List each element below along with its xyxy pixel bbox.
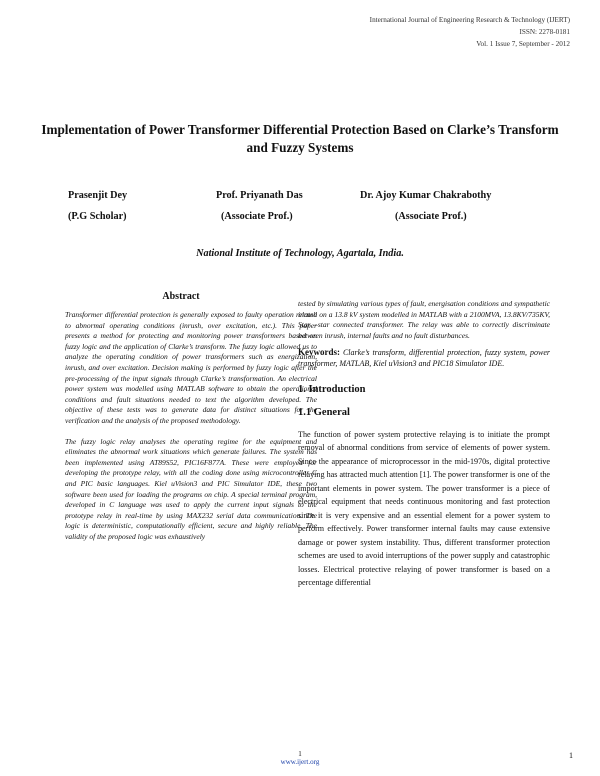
- subsection-heading: 1.1 General: [298, 406, 350, 418]
- affiliation: National Institute of Technology, Agartala, India.: [196, 248, 404, 259]
- footer-page-number: 1: [298, 750, 302, 758]
- journal-name: International Journal of Engineering Research & Technology (IJERT): [369, 16, 570, 24]
- volume-issue: Vol. 1 Issue 7, September - 2012: [476, 40, 570, 48]
- author-role: (Associate Prof.): [395, 211, 467, 222]
- section-heading: 1. Introduction: [298, 383, 366, 395]
- body-paragraph: The function of power system protective relaying is to initiate the prompt removal of abnormal conditions from service of elements of power system. Since the appearance of microprocessor in the mid-1970s, digital protective relaying has attracted much attention [1]. The power transformer is one of the important elements in power system. The power transformer is a piece of electrical equipment that needs continuous monitoring and fast protection since it is very expensive and an essential element for a power system to perform effectively. Power transformer internal faults may cause extensive damage or power system instability. Thus, different transformer protection schemes are used to avoid interruptions of the power supply and catastrophic losses. Electrical protective relaying of power transformer is based on a percentage differential: [298, 429, 550, 588]
- right-column: [298, 291, 550, 590]
- footer: [0, 750, 600, 766]
- author-name: Prasenjit Dey: [68, 190, 128, 201]
- author-name: Prof. Priyanath Das: [216, 190, 303, 201]
- author-role: (Associate Prof.): [221, 211, 293, 222]
- keywords-text: Clarke’s transform, differential protection, fuzzy system, power transformer, MATLAB, Kiel uVision3 and PIC18 Simulator IDE.: [298, 348, 551, 368]
- left-column: [65, 291, 317, 542]
- author-name: Dr. Ajoy Kumar Chakrabothy: [360, 190, 492, 201]
- abstract-heading: Abstract: [162, 291, 200, 302]
- footer-url[interactable]: www.ijert.org: [280, 758, 320, 766]
- page-number: 1: [569, 751, 573, 760]
- abstract-paragraph: tested by simulating various types of fault, energisation conditions and sympathetic inrush on a 13.8 kV system modelled in MATLAB with a 2100MVA, 13.8KV/735KV, Star –star connected transformer. The relay was able to correctly discriminate between inrush, internal faults and no fault disturbances.: [298, 299, 550, 340]
- keywords: [298, 347, 550, 369]
- keywords-label: Keywords:: [298, 347, 340, 358]
- issn: ISSN: 2278-0181: [519, 28, 570, 36]
- abstract-paragraph: The fuzzy logic relay analyses the operating regime for the equipment and eliminates the abnormal work situations which generate failures. The system has been implemented using AT89S52, PIC16F877A. These were employed for developing the prototype relay, with all the coding done using microcontroller C and PIC basic languages. Kiel uVision3 and PIC Simulator IDE, these two software been used for loading the programs on chip. A special terminal program, developed in C language was used to apply the current input signals to the prototype relay in real-time by using MAX232 serial data communication. The logic is deterministic, computationally efficient, secure and highly reliable. The validity of the proposed logic was exhaustively: [65, 436, 317, 541]
- author-role: (P.G Scholar): [68, 211, 127, 222]
- abstract-paragraph: Transformer differential protection is generally exposed to faulty operation related to abnormal operating conditions (inrush, over excitation, etc.). This paper presents a method for protecting and monitoring power transformers based on fuzzy logic and the application of Clarke’s transform. The fuzzy logic allowed us to analyze the operating condition of power transformers such as energization, inrush, and over excitation. Decision making is performed by fuzzy logic after the pre-processing of the input signals through Clarke’s transformation. An electrical power system was modelled using MATLAB software to obtain the operational conditions and fault situations needed to text the algorithm developed. The objective of these tests was to generate data for distinct situations for the verification and the analysis of the proposed methodology.: [65, 310, 317, 425]
- paper-title: Implementation of Power Transformer Differential Protection Based on Clarke’s Transform and Fuzzy Systems: [41, 122, 559, 155]
